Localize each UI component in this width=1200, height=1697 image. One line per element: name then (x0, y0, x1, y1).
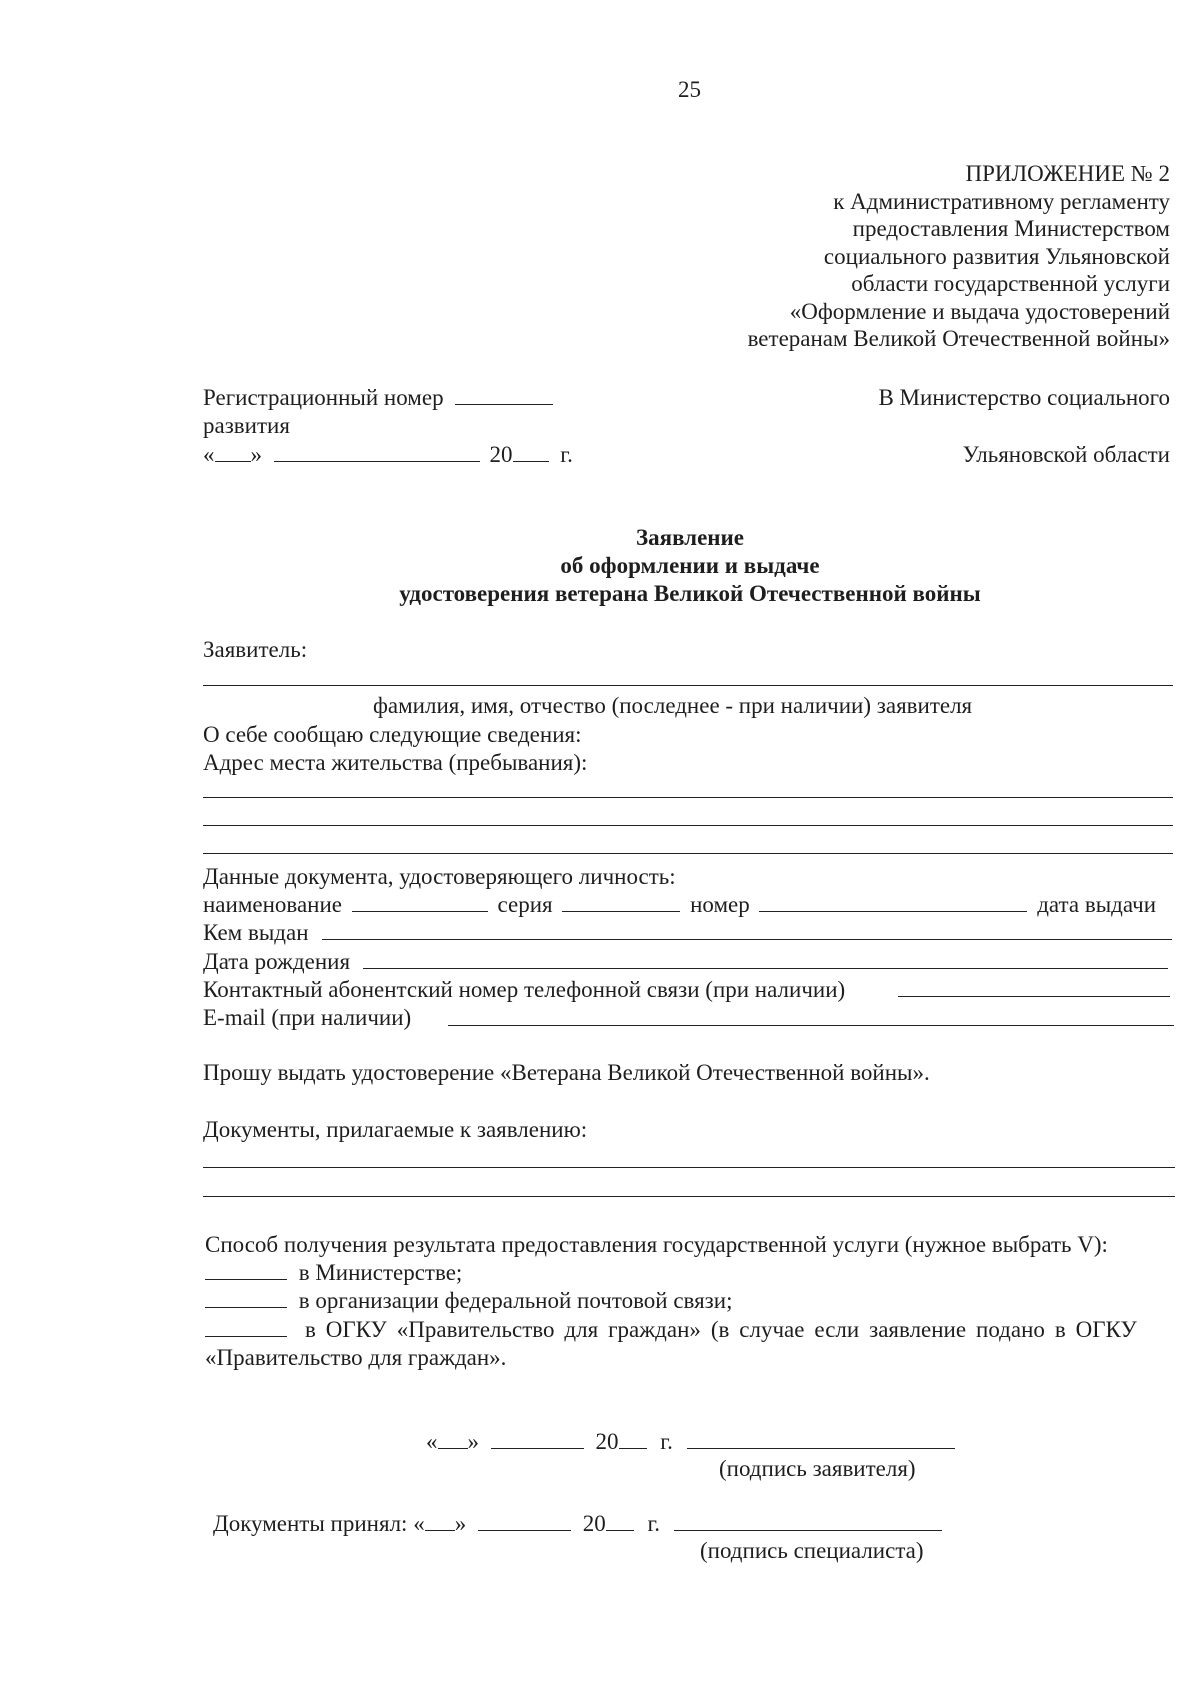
method-option-ogku-continued: «Правительство для граждан». (205, 1345, 507, 1370)
registration-number-field[interactable] (455, 385, 553, 405)
registration-year-field[interactable] (513, 442, 549, 462)
appendix-line: «Оформление и выдача удостоверений (789, 298, 1170, 324)
address-field-line2[interactable] (203, 825, 1173, 826)
quote-open: « (203, 442, 215, 467)
method-option-ministry-checkbox[interactable] (205, 1260, 287, 1280)
applicant-label: Заявитель: (203, 637, 308, 662)
registration-day-field[interactable] (215, 442, 251, 462)
applicant-signature-row (426, 1428, 955, 1456)
specialist-signature-row (213, 1510, 942, 1538)
year-suffix: г. (660, 1429, 673, 1454)
appendix-line: области государственной услуги (851, 271, 1170, 296)
method-option-ministry-label: в Министерстве; (298, 1260, 463, 1285)
applicant-fio-field[interactable] (203, 685, 1173, 686)
quote-close: » (467, 1429, 479, 1454)
registration-date-row (203, 441, 573, 469)
year-prefix: 20 (595, 1429, 619, 1454)
appendix-title: ПРИЛОЖЕНИЕ № 2 (965, 161, 1170, 186)
documents-field-line1[interactable] (203, 1167, 1175, 1168)
addressee-line3: Ульяновской области (962, 442, 1170, 467)
specialist-sign-day-field[interactable] (425, 1511, 455, 1531)
document-title (0, 524, 1200, 608)
issued-by-field[interactable] (322, 939, 1172, 940)
info-intro: О себе сообщаю следующие сведения: (203, 722, 582, 747)
appendix-line: предоставления Министерством (852, 216, 1170, 241)
doc-series-label: серия (497, 892, 553, 917)
phone-label: Контактный абонентский номер телефонной связи (при наличии) (203, 977, 846, 1002)
quote-open: « (426, 1429, 438, 1454)
identity-heading: Данные документа, удостоверяющего личность: (203, 864, 676, 889)
title-line3: удостоверения ветерана Великой Отечественной войны (399, 581, 981, 606)
address-field-line1[interactable] (203, 797, 1173, 798)
year-prefix: 20 (489, 442, 513, 467)
method-option-ogku-label: в ОГКУ «Правительство для граждан» (в случае если заявление подано в ОГКУ (304, 1317, 1137, 1342)
applicant-signature-field[interactable] (687, 1429, 955, 1449)
documents-label: Документы, прилагаемые к заявлению: (203, 1117, 588, 1142)
page-number: 25 (678, 77, 701, 102)
method-option-ogku (205, 1316, 1137, 1344)
method-option-ogku-checkbox[interactable] (205, 1317, 287, 1337)
method-option-ministry (205, 1259, 462, 1287)
doc-number-label: номер (690, 892, 750, 917)
registration-number-label: Регистрационный номер (203, 385, 444, 410)
email-field[interactable] (448, 1025, 1174, 1026)
method-option-post-label: в организации федеральной почтовой связи; (298, 1288, 733, 1313)
doc-number-field[interactable] (759, 892, 1027, 912)
appendix-line: ветеранам Великой Отечественной войны» (747, 326, 1170, 351)
doc-series-field[interactable] (562, 892, 680, 912)
identity-row (203, 891, 1156, 919)
address-label: Адрес места жительства (пребывания): (203, 750, 588, 775)
applicant-fio-caption: фамилия, имя, отчество (последнее - при наличии) заявителя (373, 693, 973, 718)
doc-date-label: дата выдачи (1037, 892, 1157, 917)
request-text: Прошу выдать удостоверение «Ветерана Великой Отечественной войны». (203, 1060, 930, 1085)
quote-close: » (250, 442, 262, 467)
addressee-line2: развития (203, 413, 290, 438)
quote-open: « (413, 1511, 425, 1536)
accepted-label: Документы принял: (213, 1511, 408, 1536)
doc-name-label: наименование (203, 892, 342, 917)
birth-date-field[interactable] (363, 968, 1168, 969)
email-label: E-mail (при наличии) (203, 1005, 412, 1030)
birth-date-label: Дата рождения (203, 949, 351, 974)
applicant-sign-month-field[interactable] (491, 1429, 584, 1449)
registration-month-field[interactable] (274, 442, 480, 462)
applicant-signature-caption: (подпись заявителя) (719, 1456, 916, 1481)
documents-field-line2[interactable] (203, 1196, 1175, 1197)
title-line2: об оформлении и выдаче (560, 553, 820, 578)
address-field-line3[interactable] (203, 853, 1173, 854)
method-option-post-checkbox[interactable] (205, 1288, 287, 1308)
appendix-header (748, 160, 1170, 353)
applicant-sign-day-field[interactable] (438, 1429, 468, 1449)
method-option-post (205, 1287, 732, 1315)
year-suffix: г. (647, 1511, 661, 1536)
addressee-line1: В Министерство социального (878, 385, 1170, 410)
doc-name-field[interactable] (352, 892, 488, 912)
method-heading: Способ получения результата предоставления государственной услуги (нужное выбрать V): (205, 1232, 1108, 1257)
year-suffix: г. (560, 442, 573, 467)
appendix-line: к Административному регламенту (833, 188, 1170, 214)
specialist-sign-year-field[interactable] (606, 1511, 634, 1531)
specialist-signature-field[interactable] (674, 1511, 942, 1531)
quote-close: » (454, 1511, 467, 1536)
phone-field[interactable] (898, 996, 1170, 997)
year-prefix: 20 (582, 1511, 606, 1536)
applicant-sign-year-field[interactable] (619, 1429, 647, 1449)
title-line1: Заявление (635, 525, 745, 550)
specialist-sign-month-field[interactable] (478, 1511, 571, 1531)
specialist-signature-caption: (подпись специалиста) (700, 1538, 924, 1563)
registration-number-row (203, 384, 553, 412)
appendix-line: социального развития Ульяновской (823, 243, 1170, 269)
issued-by-label: Кем выдан (203, 920, 309, 945)
